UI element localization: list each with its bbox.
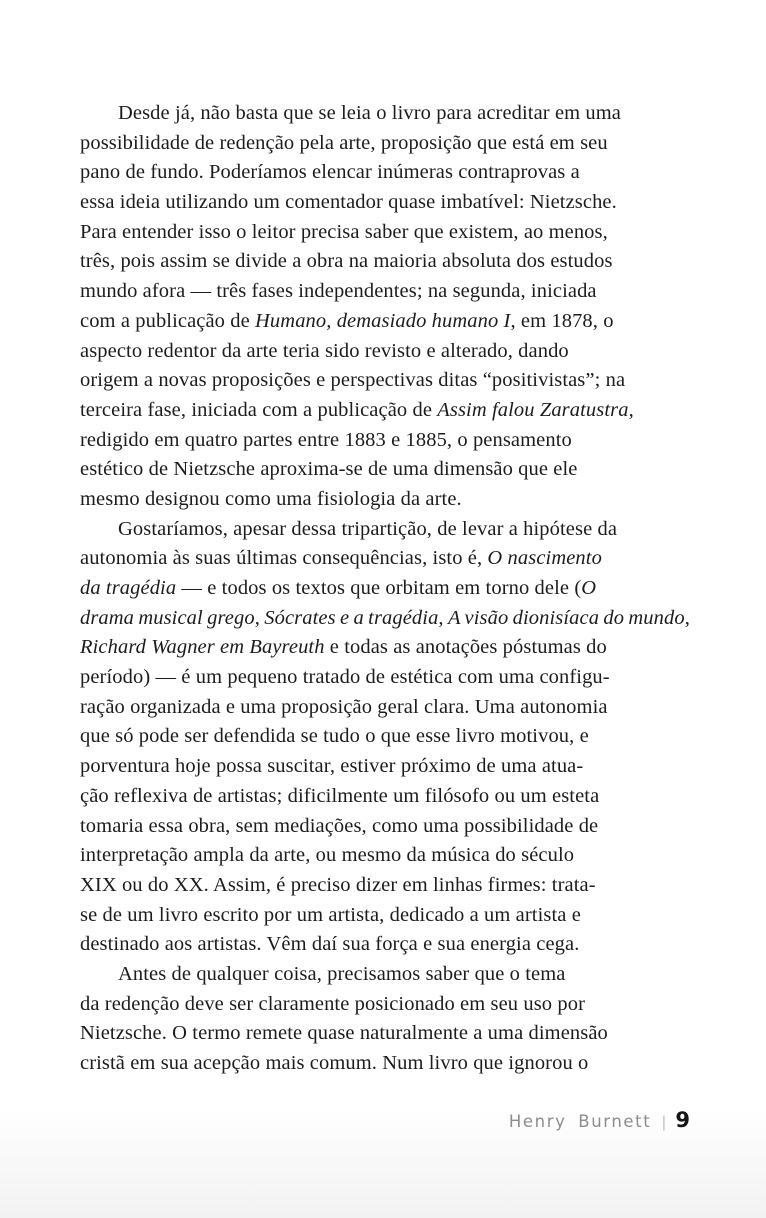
text-line: interpretação ampla da arte, ou mesmo da música do século — [80, 844, 575, 867]
text-line: tomaria essa obra, sem mediações, como uma possibilidade de — [80, 814, 599, 837]
text-line: cristã em sua acepção mais comum. Num livro que ignorou o — [80, 1052, 589, 1074]
text-line: possibilidade de redenção pela arte, proposição que está em seu — [80, 131, 608, 154]
text-line: ção reflexiva de artistas; dificilmente um filósofo ou um esteta — [80, 784, 600, 807]
text-line: com a publicação de Humano, demasiado humano I, em 1878, o — [80, 309, 614, 332]
text-line: Richard Wagner em Bayreuth e todas as anotações póstumas do — [80, 636, 607, 659]
text-line: ração organizada e uma proposição geral clara. Uma autonomia — [80, 695, 608, 718]
text-line: mesmo designou como uma fisiologia da arte. — [80, 487, 462, 510]
text-line: Gostaríamos, apesar dessa tripartição, de levar a hipótese da — [118, 517, 618, 540]
running-author: Henry Burnett — [508, 1112, 652, 1131]
text-line: que só pode ser defendida se tudo o que esse livro motivou, e — [80, 725, 589, 748]
text-line: porventura hoje possa suscitar, estiver próximo de uma atua- — [80, 755, 584, 778]
text-line: pano de fundo. Poderíamos elencar inúmeras contraprovas a — [80, 161, 580, 184]
footer-separator: | — [661, 1113, 667, 1131]
text-line: drama musical grego, Sócrates e a tragédia, A visão dionisíaca do mundo, — [80, 606, 690, 629]
text-line: mundo afora — três fases independentes; na segunda, iniciada — [80, 280, 597, 303]
text-line: Desde já, não basta que se leia o livro para acreditar em uma — [118, 102, 622, 124]
page-text — [80, 99, 690, 1079]
page-footer — [509, 1108, 690, 1132]
text-line: XIX ou do XX. Assim, é preciso dizer em linhas firmes: trata- — [80, 873, 596, 896]
text-line: da redenção deve ser claramente posicionado em seu uso por — [80, 992, 585, 1015]
page-number: 9 — [675, 1108, 690, 1132]
text-line: autonomia às suas últimas consequências, isto é, O nascimento — [80, 547, 602, 570]
text-line: redigido em quatro partes entre 1883 e 1885, o pensamento — [80, 428, 572, 451]
text-line: período) — é um pequeno tratado de estética com uma configu- — [80, 666, 610, 689]
text-line: estético de Nietzsche aproxima-se de uma dimensão que ele — [80, 458, 578, 481]
text-line: essa ideia utilizando um comentador quase imbatível: Nietzsche. — [80, 191, 617, 214]
text-line: origem a novas proposições e perspectivas ditas “positivistas”; na — [80, 369, 626, 392]
text-line: se de um livro escrito por um artista, dedicado a um artista e — [80, 903, 581, 926]
text-line: terceira fase, iniciada com a publicação de Assim falou Zaratustra, — [80, 398, 634, 421]
text-line: Para entender isso o leitor precisa saber que existem, ao menos, — [80, 220, 608, 243]
text-line: Nietzsche. O termo remete quase naturalmente a uma dimensão — [80, 1022, 608, 1045]
text-line: Antes de qualquer coisa, precisamos saber que o tema — [118, 962, 566, 985]
text-line: da tragédia — e todos os textos que orbitam em torno dele (O — [80, 577, 597, 599]
text-line: aspecto redentor da arte teria sido revisto e alterado, dando — [80, 339, 569, 362]
text-line: destinado aos artistas. Vêm daí sua força e sua energia cega. — [80, 933, 580, 956]
text-line: três, pois assim se divide a obra na maioria absoluta dos estudos — [80, 250, 613, 273]
